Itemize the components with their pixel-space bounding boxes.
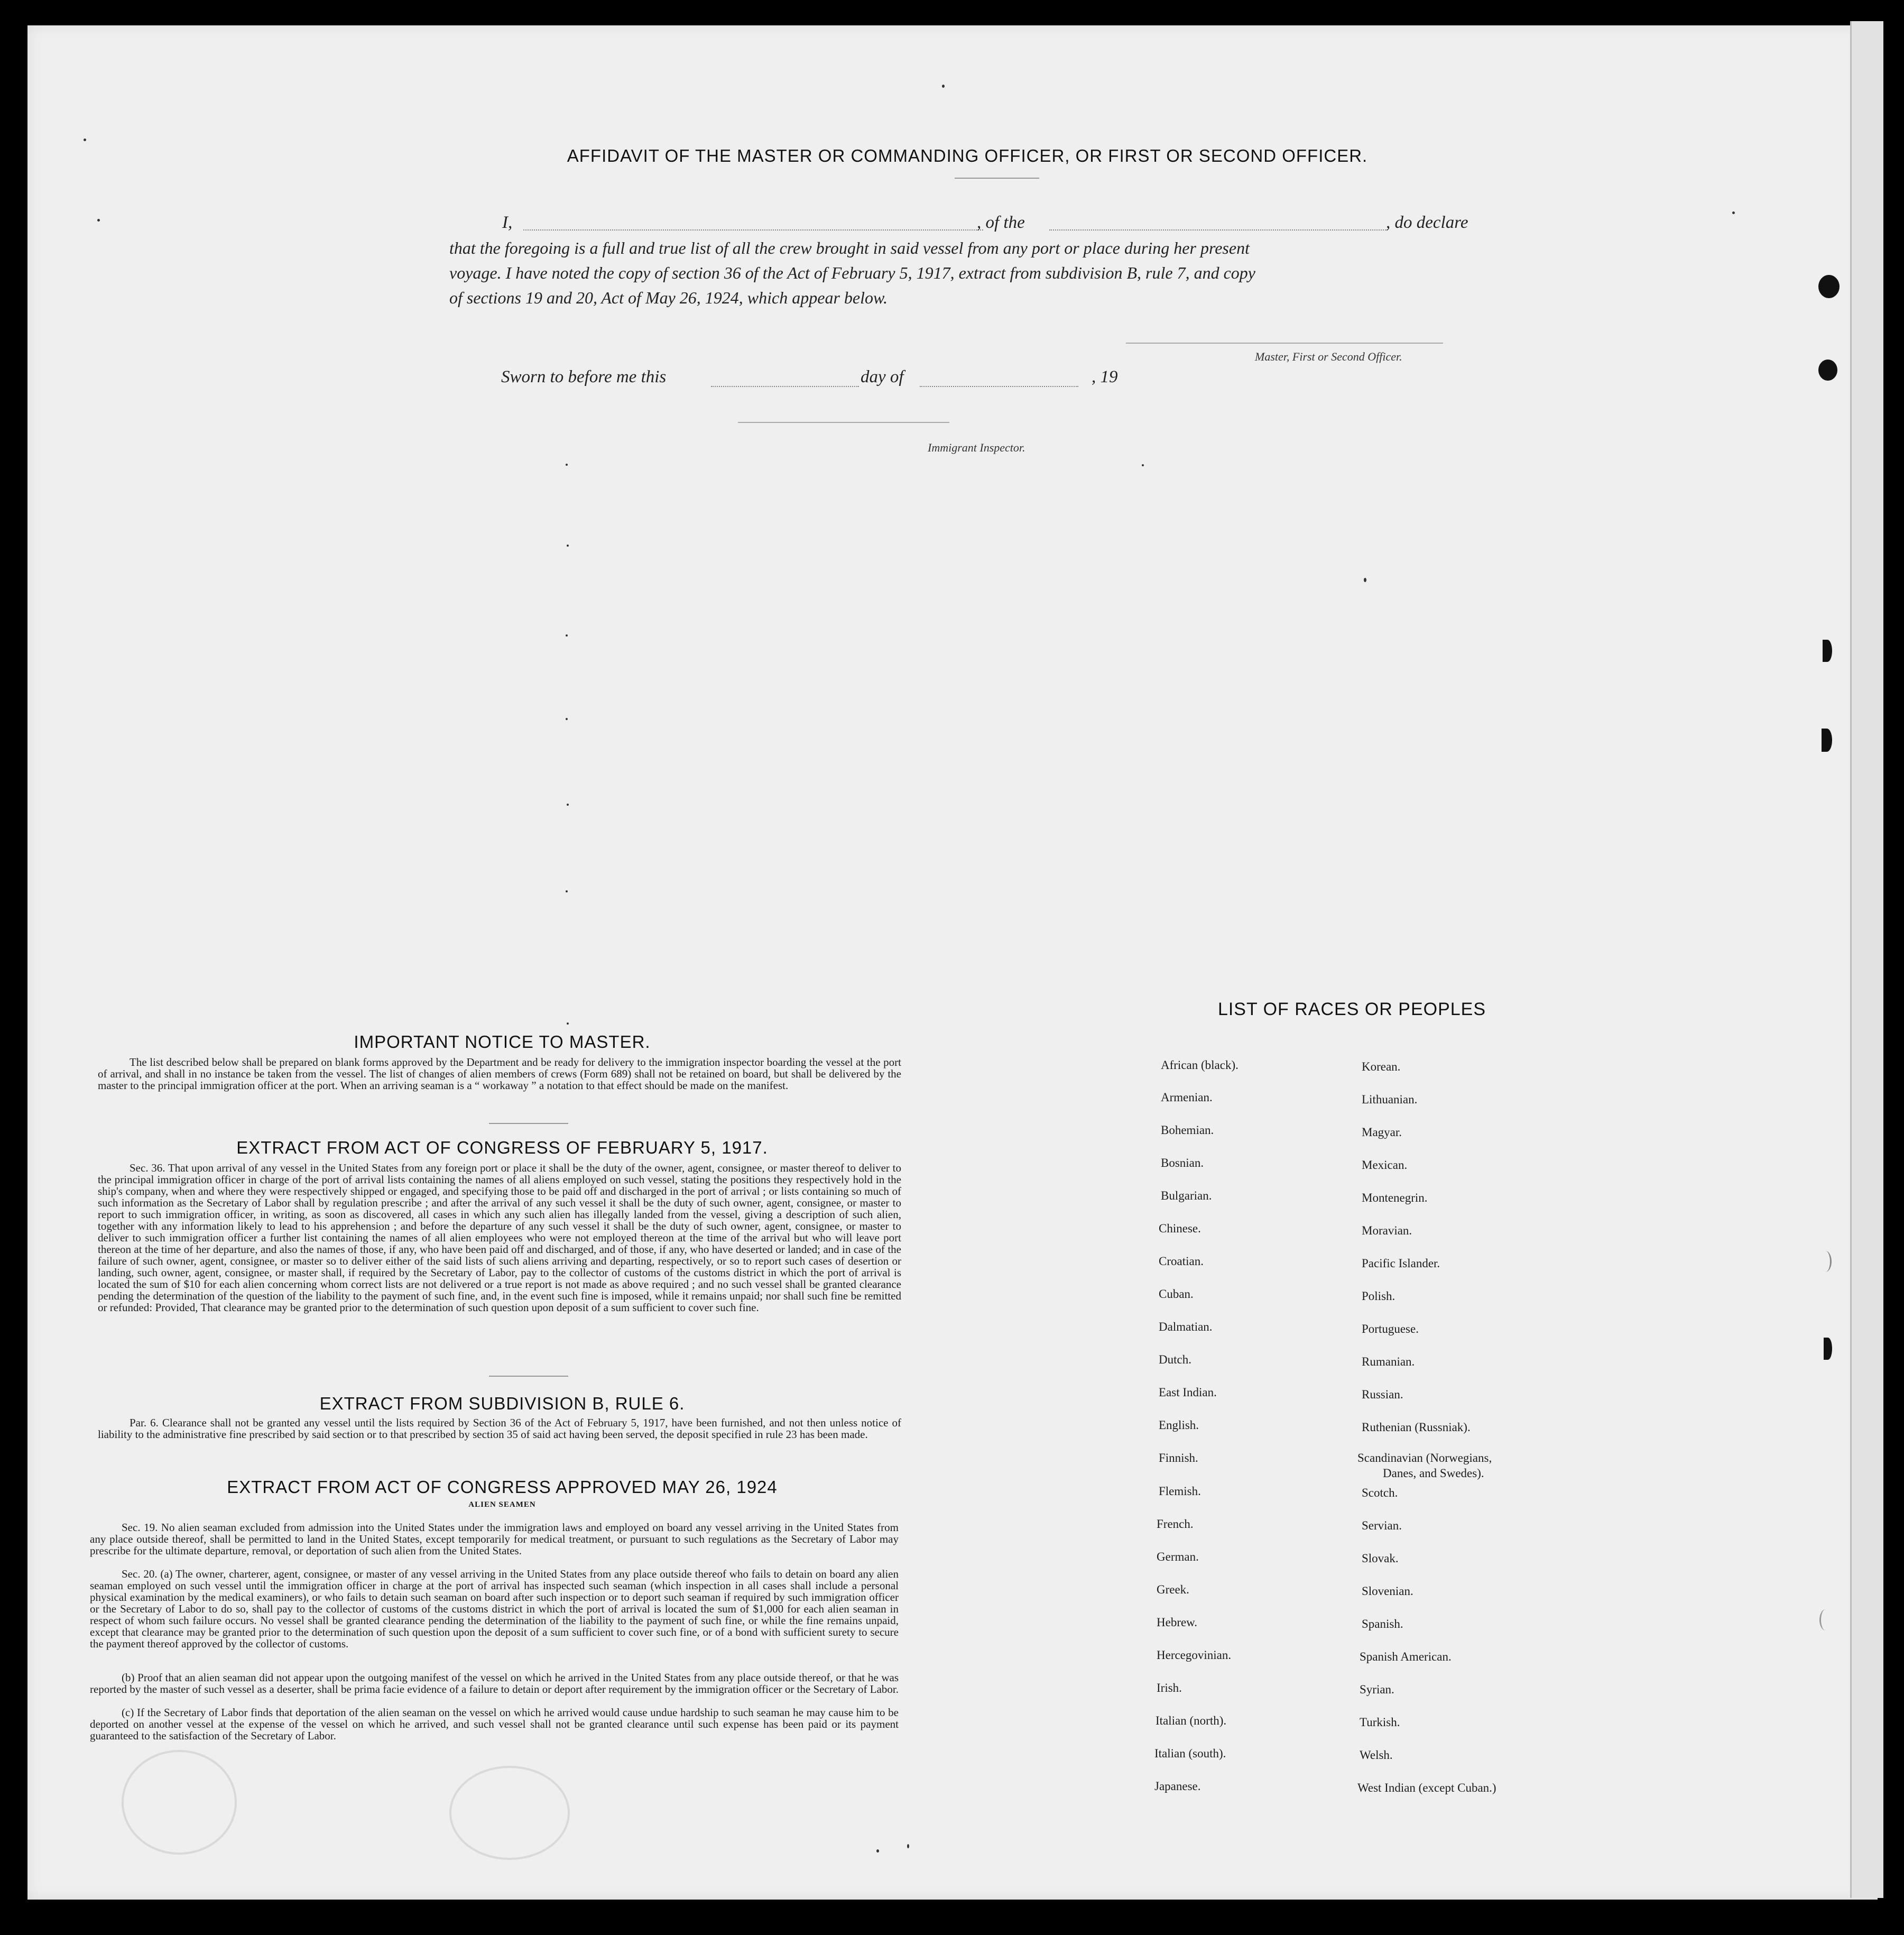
race-item: Syrian. — [1360, 1683, 1394, 1696]
race-item: Dutch. — [1159, 1353, 1191, 1366]
race-item: Croatian. — [1159, 1255, 1204, 1268]
punch-hole — [1824, 1338, 1832, 1360]
extract-1924-sec20c: (c) If the Secretary of Labor finds that deportation of the alien seaman on the vessel on which he arrived would cause undue hardship to such seaman he may cause him to be deported on another vessel at the expense of the vessel on which he arrived, and such vessel shall not be granted clearance until such expense has been paid or its payment guaranteed to the satisfaction of the Secretary of Labor. — [90, 1706, 899, 1742]
race-item: Servian. — [1362, 1519, 1402, 1532]
master-signature-line[interactable] — [1126, 343, 1443, 344]
race-item: Greek. — [1157, 1583, 1189, 1596]
race-item: Flemish. — [1159, 1485, 1201, 1498]
race-item: West Indian (except Cuban.) — [1357, 1781, 1496, 1794]
race-item: Moravian. — [1362, 1224, 1412, 1237]
race-item: Cuban. — [1159, 1287, 1194, 1301]
race-item: Portuguese. — [1362, 1322, 1419, 1335]
race-item: Rumanian. — [1362, 1355, 1415, 1368]
extract-1924-sec20b: (b) Proof that an alien seaman did not appear upon the outgoing manifest of the vessel on which he arrived in the United States from any place outside thereof, or that he was reported by the master of such vessel as a deserter, shall be prima facie evidence of a failure to detain or deport after requirement by the immigration officer or the Secretary of Labor. — [90, 1671, 899, 1696]
race-item: German. — [1157, 1550, 1199, 1563]
race-item: Slovak. — [1362, 1552, 1399, 1565]
extract-rule6-body: Par. 6. Clearance shall not be granted any vessel until the lists required by Section 36 of the Act of February 5, 1917, have been furnished, and not then unless notice of liability to the administrative fine prescribed by said section or to that prescribed by section 35 of said act having been served, the deposit specified in rule 23 has been made. — [98, 1416, 901, 1441]
speck — [567, 804, 569, 806]
affidavit-line-3: voyage. I have noted the copy of section 36 of the Act of February 5, 1917, extract from subdivision B, rule 7, and copy — [449, 263, 1255, 282]
inspector-caption: Immigrant Inspector. — [928, 441, 1025, 454]
speck — [907, 1844, 909, 1848]
race-item: Scandinavian (Norwegians, — [1357, 1451, 1492, 1464]
faint-stamp — [449, 1766, 570, 1860]
races-title: LIST OF RACES OR PEOPLES — [1217, 999, 1486, 1019]
race-item: Dalmatian. — [1159, 1320, 1213, 1333]
race-item: Montenegrin. — [1362, 1191, 1428, 1204]
race-item: Italian (south). — [1154, 1747, 1226, 1760]
punch-hole — [1822, 729, 1832, 752]
race-item: Scotch. — [1362, 1486, 1398, 1499]
race-item: Magyar. — [1362, 1126, 1402, 1139]
speck — [942, 85, 945, 88]
race-item: Irish. — [1157, 1681, 1182, 1694]
race-item: Turkish. — [1360, 1716, 1400, 1729]
race-item: Japanese. — [1154, 1780, 1201, 1793]
name-blank[interactable] — [523, 229, 983, 231]
punch-hole-outline — [1819, 1251, 1832, 1272]
faint-stamp — [122, 1750, 237, 1855]
master-signature-caption: Master, First or Second Officer. — [1255, 350, 1402, 363]
race-item: Slovenian. — [1362, 1584, 1413, 1598]
extract-1924-title: EXTRACT FROM ACT OF CONGRESS APPROVED MAY 26, 1924 — [227, 1477, 778, 1497]
affidavit-title: AFFIDAVIT OF THE MASTER OR COMMANDING OFFICER, OR FIRST OR SECOND OFFICER. — [567, 146, 1368, 165]
race-item: Welsh. — [1360, 1748, 1393, 1762]
notice-body: The list described below shall be prepared on blank forms approved by the Department and be ready for delivery to the immigration inspector boarding the vessel at the port of arrival, and shall in no instance be taken from the vessel. The list of changes of alien members of crews (Form 689) shall not be retained on board, but shall be delivered by the master to the principal immigration officer at the port. When an arriving seaman is a “ workaway ” a notation to that effect should be made on the manifest. — [98, 1056, 901, 1092]
speck — [567, 545, 569, 547]
title-underline — [955, 178, 1039, 179]
race-item: Italian (north). — [1156, 1714, 1227, 1727]
sworn-day-blank[interactable] — [711, 386, 859, 387]
speck — [876, 1849, 879, 1853]
race-item: Bosnian. — [1161, 1156, 1204, 1169]
race-item: Bulgarian. — [1161, 1189, 1212, 1202]
affidavit-do-declare-label: , do declare — [1386, 213, 1468, 232]
punch-hole-outline — [1819, 1609, 1832, 1630]
speck — [567, 1022, 569, 1025]
race-item: Chinese. — [1159, 1222, 1201, 1235]
race-item: Bohemian. — [1161, 1123, 1214, 1137]
speck — [97, 219, 100, 222]
vessel-blank[interactable] — [1049, 229, 1388, 231]
race-item: Hebrew. — [1157, 1616, 1198, 1629]
affidavit-of-the-label: , of the — [977, 213, 1025, 232]
punch-hole — [1823, 640, 1832, 662]
race-item: Armenian. — [1161, 1091, 1213, 1104]
speck — [1732, 211, 1735, 214]
race-item: Korean. — [1362, 1060, 1401, 1073]
section-divider — [489, 1123, 568, 1124]
affidavit-line-4: of sections 19 and 20, Act of May 26, 1924, which appear below. — [449, 288, 888, 307]
race-item: Russian. — [1362, 1388, 1403, 1401]
speck — [566, 890, 568, 892]
race-item: African (black). — [1161, 1058, 1238, 1072]
race-item: Spanish American. — [1360, 1650, 1452, 1663]
race-item: East Indian. — [1159, 1386, 1217, 1399]
race-item: Mexican. — [1362, 1158, 1408, 1172]
punch-hole — [1818, 275, 1840, 298]
race-item: Hercegovinian. — [1157, 1648, 1232, 1662]
extract-1924-sec20a: Sec. 20. (a) The owner, charterer, agent, consignee, or master of any vessel arriving in the United States from any place outside thereof who fails to detain on board any alien seaman employed on such vessel until the immigration officer in charge at the port of arrival has inspected such seaman (which inspection in all cases shall include a personal physical examination by the medical examiners), or who fails to detain such seaman on board after such inspection or to deport such seaman if required by such immigration officer or the Secretary of Labor to do so, shall pay to the collector of customs of the customs district in which the port of arrival is located the sum of $1,000 for each alien seaman in respect of whom such failure occurs. No vessel shall be granted clearance pending the determination of the liability to the payment of such fine, or while the fine remains unpaid, except that clearance may be granted prior to the determination of such question upon the deposit of a sum sufficient to cover such fine, or of a bond with sufficient surety to secure the payment thereof approved by the collector of customs. — [90, 1568, 899, 1650]
extract-1917-title: EXTRACT FROM ACT OF CONGRESS OF FEBRUARY 5, 1917. — [236, 1138, 768, 1157]
day-of-label: day of — [861, 367, 904, 386]
affidavit-line-2: that the foregoing is a full and true list of all the crew brought in said vessel from any port or place during her present — [449, 238, 1250, 257]
section-divider — [489, 1376, 568, 1377]
extract-1924-sec19: Sec. 19. No alien seaman excluded from admission into the United States under the immigration laws and employed on board any vessel arriving in the United States from any place outside thereof, shall be permitted to land in the United States, except temporarily for medical treatment, or pursuant to such regulations as the Secretary of Labor may prescribe for the ultimate departure, removal, or deportation of such alien from the United States. — [90, 1521, 899, 1557]
extract-1924-subtitle: ALIEN SEAMEN — [468, 1500, 536, 1509]
sheet-edge-strip — [1850, 21, 1883, 1898]
race-item: Pacific Islander. — [1362, 1257, 1440, 1270]
punch-hole — [1818, 360, 1837, 381]
race-item: Lithuanian. — [1362, 1093, 1418, 1106]
extract-1917-body: Sec. 36. That upon arrival of any vessel in the United States from any foreign port or place it shall be the duty of the owner, agent, consignee, or master thereof to deliver to the principal immigration officer in charge of the port of arrival lists containing the names of all aliens employed on such vessel, stating the positions they respectively hold in the ship's company, when and where they were respectively shipped or engaged, and specifying those to be paid off and discharged in the port of arrival ; or lists containing so much of such information as the Secretary of Labor shall by regulation prescribe ; and after the arrival of any such vessel it shall be the duty of such owner, agent, consignee, or master to report to such immigration officer, in writing, as soon as discovered, all cases in which any such alien has illegally landed from the vessel, giving a description of such alien, together with any information likely to lead to his apprehension ; and before the departure of any such vessel it shall be the duty of such owner, agent, consignee, or master to deliver to such immigration officer a further list containing the names of all alien employees who were not employed thereon at the time of the arrival but who will leave port thereon at the time of her departure, and also the names of those, if any, who have been paid off and discharged, and of those, if any, who have deserted or landed; and in case of the failure of such owner, agent, consignee, or master so to deliver either of the said lists of such aliens arriving and departing, respectively, or so to report such cases of desertion or landing, such owner, agent, consignee, or master shall, if required by the Secretary of Labor, pay to the collector of customs of the customs district in which the port of arrival is located the sum of $10 for each alien concerning whom correct lists are not delivered or a true report is not made as above required ; and no such vessel shall be granted clearance pending the determination of the question of the liability to the payment of such fine, and, in the event such fine is imposed, while it remains unpaid; nor shall such fine be remitted or refunded: Provided, That clearance may be granted prior to the determination of such question upon deposit of a sum sufficient to cover such fine. — [98, 1162, 901, 1314]
speck — [566, 464, 568, 466]
speck — [84, 139, 86, 141]
affidavit-i-label: I, — [502, 213, 513, 232]
speck — [566, 634, 568, 637]
extract-rule6-title: EXTRACT FROM SUBDIVISION B, RULE 6. — [319, 1394, 685, 1413]
sworn-month-blank[interactable] — [920, 386, 1078, 387]
inspector-signature-line[interactable] — [738, 422, 949, 423]
notice-title: IMPORTANT NOTICE TO MASTER. — [354, 1032, 651, 1052]
race-item: Danes, and Swedes). — [1383, 1467, 1484, 1480]
race-item: English. — [1159, 1418, 1199, 1432]
speck — [1142, 464, 1144, 466]
year-label: , 19 — [1092, 367, 1118, 386]
race-item: Polish. — [1362, 1289, 1395, 1303]
race-item: Ruthenian (Russniak). — [1362, 1421, 1471, 1434]
speck — [1364, 578, 1366, 582]
race-item: French. — [1157, 1517, 1194, 1531]
sworn-label: Sworn to before me this — [501, 367, 667, 386]
race-item: Finnish. — [1159, 1451, 1198, 1464]
speck — [566, 718, 568, 720]
race-item: Spanish. — [1362, 1617, 1403, 1630]
